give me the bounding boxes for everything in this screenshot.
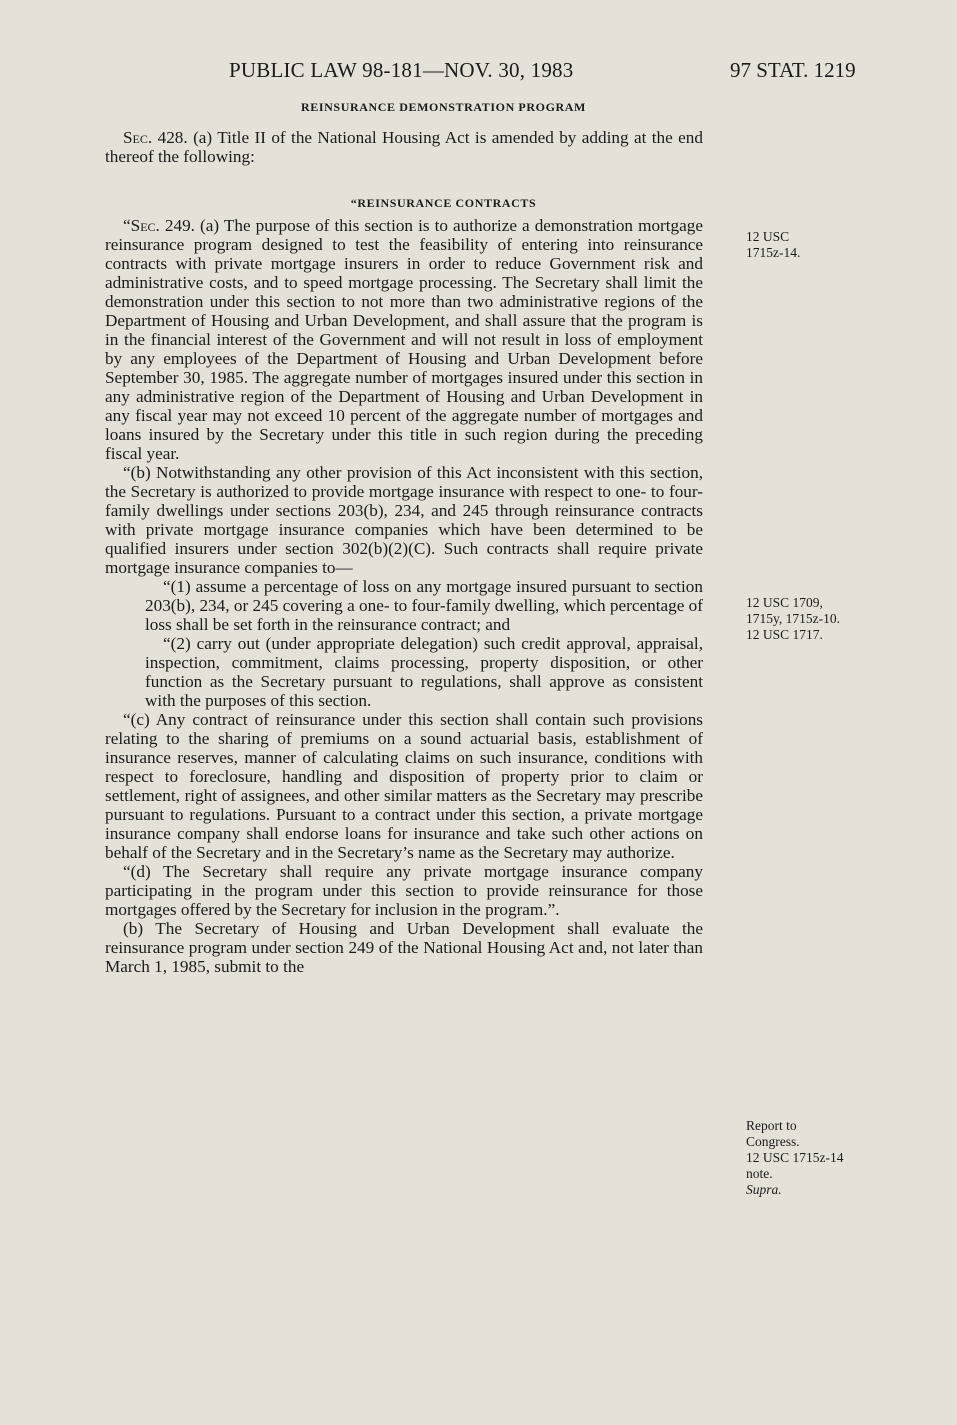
margin-note-line: 12 USC 1715z-14 xyxy=(746,1150,844,1165)
margin-note-line-supra: Supra. xyxy=(746,1182,782,1197)
margin-note-citation-1 xyxy=(746,229,906,261)
margin-note-line: 1715y, 1715z-10. xyxy=(746,611,840,626)
margin-note-report xyxy=(746,1118,906,1198)
margin-note-line: 12 USC xyxy=(746,229,790,244)
subheading-text: “REINSURANCE CONTRACTS xyxy=(350,196,537,210)
intro-text: 428. (a) Title II of the National Housing Act is amended by adding at the end thereof the following: xyxy=(105,128,703,166)
section-heading-text: REINSURANCE DEMONSTRATION PROGRAM xyxy=(301,100,586,114)
margin-note-line: 1715z-14. xyxy=(746,245,801,260)
document-body xyxy=(105,128,703,976)
margin-note-line: 12 USC 1717. xyxy=(746,627,823,642)
margin-note-line: Report to xyxy=(746,1118,797,1133)
margin-note-citation-2 xyxy=(746,595,906,643)
paragraph-b: “(b) Notwithstanding any other provision of this Act inconsistent with this section, the Secretary is authorized to provide mortgage insurance with respect to one- to four-family dwellings under sections 203(b), 234, and 245 through reinsurance contracts with private mortgage insurance companies which have been determined to be qualified insurers under section 302(b)(2)(C). Such contracts shall require private mortgage insurance companies to— xyxy=(105,463,703,577)
paragraph-a-sec-label: Sec. xyxy=(130,216,160,235)
paragraph-a-quote: “ xyxy=(123,216,131,235)
margin-note-line: 12 USC 1709, xyxy=(746,595,823,610)
paragraph-b-item-2: “(2) carry out (under appropriate delegation) such credit approval, appraisal, inspection, commitment, claims processing, property disposition, or other function as the Secretary pursuant to regulations, shall approve as consistent with the purposes of this section. xyxy=(145,634,703,710)
paragraph-b-item-1: “(1) assume a percentage of loss on any mortgage insured pursuant to section 203(b), 234, or 245 covering a one- to four-family dwelling, which percentage of loss shall be set forth in the reinsurance contract; and xyxy=(145,577,703,634)
page-header-stat-ref: 97 STAT. 1219 xyxy=(730,58,856,82)
paragraph-d: “(d) The Secretary shall require any private mortgage insurance company participating in the program under this section to provide reinsurance for those mortgages offered by the Secretary for inclusion in the program.”. xyxy=(105,862,703,919)
intro-paragraph xyxy=(105,128,703,166)
margin-note-line: note. xyxy=(746,1166,773,1181)
sec-label: Sec. xyxy=(123,128,153,147)
paragraph-a-text: 249. (a) The purpose of this section is to authorize a demonstration mortgage reinsurance program designed to test the feasibility of entering into reinsurance contracts with private mortgage insurers in order to reduce Government risk and administrative costs, and to speed mortgage processing. The Secretary shall limit the demonstration under this section to not more than two administrative regions of the Department of Housing and Urban Development, and shall assure that the program is in the financial interest of the Government and will not result in loss of employment by any employees of the Department of Housing and Urban Development before September 30, 1985. The aggregate number of mortgages insured under this section in any administrative region of the Department of Housing and Urban Development in any fiscal year may not exceed 10 percent of the aggregate number of mortgages and loans insured by the Secretary under this title in such region during the preceding fiscal year. xyxy=(105,216,703,463)
page-header-title: PUBLIC LAW 98-181—NOV. 30, 1983 xyxy=(229,58,574,82)
section-heading xyxy=(0,100,957,115)
paragraph-c: “(c) Any contract of reinsurance under this section shall contain such provisions relating to the sharing of premiums on a sound actuarial basis, establishment of insurance reserves, manner of calculating claims on such insurance, conditions with respect to foreclosure, handling and disposition of property prior to claim or settlement, right of assignees, and other similar matters as the Secretary may prescribe pursuant to regulations. Pursuant to a contract under this section, a private mortgage insurance company shall endorse loans for insurance and take such other actions on behalf of the Secretary and in the Secretary’s name as the Secretary may authorize. xyxy=(105,710,703,862)
section-b-paragraph: (b) The Secretary of Housing and Urban Development shall evaluate the reinsurance program under section 249 of the National Housing Act and, not later than March 1, 1985, submit to the xyxy=(105,919,703,976)
margin-note-line: Congress. xyxy=(746,1134,800,1149)
paragraph-a xyxy=(105,216,703,463)
